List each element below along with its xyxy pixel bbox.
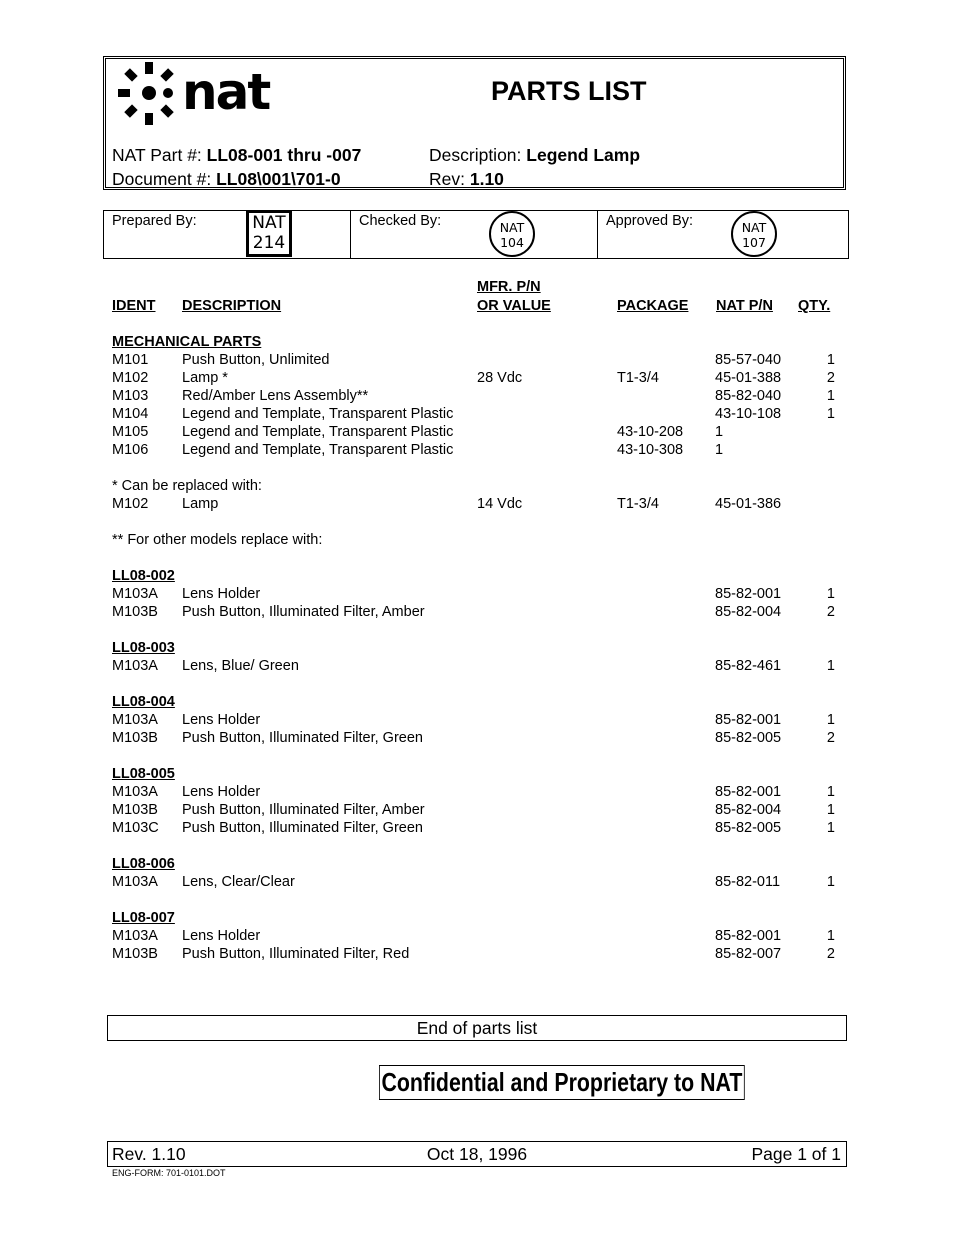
nat-pn-cell: 85-82-001 — [715, 586, 782, 602]
section-heading — [112, 909, 842, 927]
stamp-line: NAT — [252, 213, 286, 233]
description-cell: Push Button, Illuminated Filter, Red — [182, 946, 410, 962]
ident-cell: M103B — [112, 604, 158, 620]
description-cell: Push Button, Illuminated Filter, Amber — [182, 802, 425, 818]
note-text: ** For other models replace with: — [112, 532, 323, 548]
qty-cell: 2 — [826, 370, 835, 386]
ident-cell: M103 — [112, 388, 149, 404]
note-row — [112, 477, 842, 495]
qty-cell: 1 — [826, 802, 835, 818]
parts-list — [112, 333, 842, 963]
nat-pn-cell: 85-82-005 — [715, 820, 782, 836]
nat-pn-cell: 85-82-004 — [715, 604, 782, 620]
nat-pn-cell: 85-82-011 — [715, 874, 781, 890]
stamp-line: 104 — [500, 235, 524, 250]
table-row — [112, 423, 842, 441]
table-row — [112, 873, 842, 891]
section-heading — [112, 333, 842, 351]
blank-row — [112, 891, 842, 909]
nat-pn-cell: 85-57-040 — [715, 352, 782, 368]
qty-cell: 2 — [826, 946, 835, 962]
document-number-line — [112, 169, 341, 190]
table-row — [112, 945, 842, 963]
section-title: LL08-002 — [112, 568, 175, 584]
note-text: * Can be replaced with: — [112, 478, 262, 494]
table-row — [112, 387, 842, 405]
nat-part-line — [112, 145, 361, 166]
blank-row — [112, 747, 842, 765]
description-cell: Legend and Template, Transparent Plastic — [182, 406, 454, 422]
description-value: Legend Lamp — [526, 145, 641, 165]
ident-cell: M103A — [112, 586, 158, 602]
blank-row — [112, 513, 842, 531]
column-header-mfr-line2: OR VALUE — [477, 298, 551, 314]
description-label: Description: — [429, 145, 527, 165]
stamp-line: NAT — [499, 220, 525, 235]
package-cell: T1-3/4 — [617, 370, 659, 386]
package-cell: T1-3/4 — [617, 496, 659, 512]
nat-pn-cell: 1 — [715, 442, 724, 458]
signoff-divider — [350, 211, 351, 258]
qty-cell: 1 — [826, 352, 835, 368]
qty-cell: 1 — [826, 874, 835, 890]
qty-cell: 1 — [826, 586, 835, 602]
column-header-mfr — [477, 278, 551, 316]
ident-cell: M104 — [112, 406, 149, 422]
ident-cell: M105 — [112, 424, 149, 440]
ident-cell: M103B — [112, 730, 158, 746]
description-cell: Push Button, Illuminated Filter, Green — [182, 730, 423, 746]
description-cell: Lamp * — [182, 370, 228, 386]
form-id: ENG-FORM: 701-0101.DOT — [112, 1168, 226, 1178]
description-line — [429, 145, 640, 166]
section-heading — [112, 567, 842, 585]
description-cell: Push Button, Unlimited — [182, 352, 330, 368]
revision-label: Rev: — [429, 169, 470, 189]
nat-pn-cell: 85-82-001 — [715, 928, 782, 944]
table-row — [112, 495, 842, 513]
blank-row — [112, 459, 842, 477]
table-row — [112, 711, 842, 729]
page-title: PARTS LIST — [491, 76, 647, 106]
qty-cell: 1 — [826, 658, 835, 674]
ident-cell: M103B — [112, 946, 158, 962]
prepared-by-label: Prepared By: — [112, 213, 197, 229]
revision-line — [429, 169, 504, 190]
prepared-by-stamp — [246, 210, 292, 257]
footer-revision: Rev. 1.10 — [112, 1144, 186, 1164]
nat-pn-cell: 85-82-005 — [715, 730, 782, 746]
confidential-notice: Confidential and Proprietary to NAT — [379, 1065, 745, 1100]
ident-cell: M106 — [112, 442, 149, 458]
section-title: LL08-006 — [112, 856, 175, 872]
section-heading — [112, 765, 842, 783]
nat-pn-cell: 85-82-004 — [715, 802, 782, 818]
qty-cell: 1 — [826, 406, 835, 422]
qty-cell: 1 — [826, 784, 835, 800]
note-row — [112, 531, 842, 549]
section-title: LL08-005 — [112, 766, 175, 782]
mfr-value-cell: 14 Vdc — [477, 496, 523, 512]
package-cell: 43-10-308 — [617, 442, 684, 458]
nat-part-value: LL08-001 thru -007 — [206, 145, 362, 165]
ident-cell: M102 — [112, 496, 149, 512]
ident-cell: M103C — [112, 820, 159, 836]
qty-cell: 1 — [826, 388, 835, 404]
nat-pn-cell: 45-01-388 — [715, 370, 782, 386]
column-header-qty: QTY. — [798, 298, 831, 314]
column-header-package: PACKAGE — [617, 298, 689, 314]
table-row — [112, 783, 842, 801]
footer-date: Oct 18, 1996 — [426, 1144, 528, 1164]
nat-pn-cell: 43-10-108 — [715, 406, 782, 422]
signoff-box — [103, 210, 849, 259]
description-cell: Legend and Template, Transparent Plastic — [182, 424, 454, 440]
blank-row — [112, 621, 842, 639]
revision-value: 1.10 — [469, 169, 504, 189]
section-heading — [112, 855, 842, 873]
column-header-mfr-line1: MFR. P/N — [477, 279, 541, 295]
blank-row — [112, 675, 842, 693]
checked-by-stamp — [489, 211, 535, 257]
table-row — [112, 927, 842, 945]
document-number-value: LL08\001\701-0 — [216, 169, 341, 189]
description-cell: Lens Holder — [182, 712, 261, 728]
ident-cell: M103A — [112, 712, 158, 728]
table-row — [112, 585, 842, 603]
ident-cell: M103A — [112, 874, 158, 890]
approved-by-stamp — [731, 211, 777, 257]
table-row — [112, 351, 842, 369]
table-row — [112, 369, 842, 387]
qty-cell: 2 — [826, 604, 835, 620]
document-number-label: Document #: — [112, 169, 217, 189]
signoff-divider — [597, 211, 598, 258]
qty-cell: 1 — [826, 928, 835, 944]
blank-row — [112, 549, 842, 567]
ident-cell: M102 — [112, 370, 149, 386]
column-header-nat-pn: NAT P/N — [716, 298, 773, 314]
description-cell: Lamp — [182, 496, 219, 512]
description-cell: Lens, Clear/Clear — [182, 874, 295, 890]
ident-cell: M103B — [112, 802, 158, 818]
table-row — [112, 657, 842, 675]
blank-row — [112, 837, 842, 855]
table-row — [112, 801, 842, 819]
nat-pn-cell: 85-82-001 — [715, 712, 782, 728]
nat-pn-cell: 85-82-461 — [715, 658, 782, 674]
section-title: LL08-004 — [112, 694, 175, 710]
qty-cell: 1 — [826, 712, 835, 728]
table-row — [112, 729, 842, 747]
qty-cell: 2 — [826, 730, 835, 746]
mfr-value-cell: 28 Vdc — [477, 370, 523, 386]
package-cell: 43-10-208 — [617, 424, 684, 440]
stamp-line: NAT — [741, 220, 767, 235]
approved-by-label: Approved By: — [606, 213, 694, 229]
table-row — [112, 603, 842, 621]
column-header-description: DESCRIPTION — [182, 298, 282, 314]
nat-pn-cell: 85-82-001 — [715, 784, 782, 800]
table-row — [112, 441, 842, 459]
stamp-line: 107 — [742, 235, 766, 250]
nat-logo — [118, 62, 298, 128]
nat-pn-cell: 85-82-040 — [715, 388, 782, 404]
svg-text:nat: nat — [182, 63, 270, 121]
checked-by-label: Checked By: — [359, 213, 442, 229]
section-title: LL08-007 — [112, 910, 175, 926]
table-row — [112, 405, 842, 423]
section-heading — [112, 639, 842, 657]
nat-part-label: NAT Part #: — [112, 145, 207, 165]
qty-cell: 1 — [826, 820, 835, 836]
footer-page-number: Page 1 of 1 — [751, 1144, 841, 1164]
stamp-line: 214 — [252, 233, 286, 253]
description-cell: Lens Holder — [182, 586, 261, 602]
nat-pn-cell: 1 — [715, 424, 724, 440]
section-heading — [112, 693, 842, 711]
ident-cell: M101 — [112, 352, 149, 368]
nat-pn-cell: 45-01-386 — [715, 496, 782, 512]
table-row — [112, 819, 842, 837]
description-cell: Push Button, Illuminated Filter, Amber — [182, 604, 425, 620]
description-cell: Lens, Blue/ Green — [182, 658, 299, 674]
asterisk-logo-icon — [118, 62, 298, 128]
end-of-list-box: End of parts list — [107, 1015, 847, 1041]
description-cell: Legend and Template, Transparent Plastic — [182, 442, 454, 458]
description-cell: Push Button, Illuminated Filter, Green — [182, 820, 423, 836]
ident-cell: M103A — [112, 784, 158, 800]
ident-cell: M103A — [112, 658, 158, 674]
footer-box — [107, 1141, 847, 1167]
column-header-ident: IDENT — [112, 298, 156, 314]
description-cell: Lens Holder — [182, 784, 261, 800]
description-cell: Red/Amber Lens Assembly** — [182, 388, 369, 404]
section-title: LL08-003 — [112, 640, 175, 656]
ident-cell: M103A — [112, 928, 158, 944]
section-title: MECHANICAL PARTS — [112, 334, 262, 350]
description-cell: Lens Holder — [182, 928, 261, 944]
nat-pn-cell: 85-82-007 — [715, 946, 782, 962]
